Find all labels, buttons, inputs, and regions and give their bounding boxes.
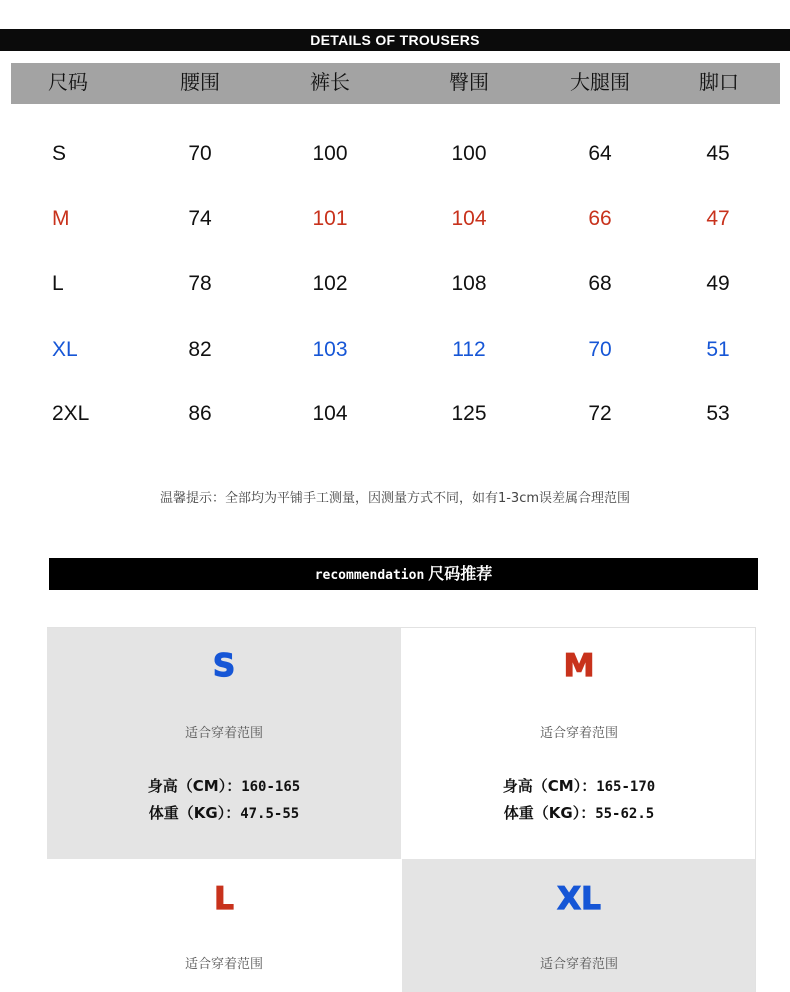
- cell-hem: 49: [706, 272, 730, 295]
- cell-waist: 70: [188, 142, 212, 165]
- size-letter: S: [212, 648, 236, 684]
- fit-range-label: 适合穿着范围: [539, 726, 618, 741]
- weight-label: 体重（KG）：: [503, 804, 596, 822]
- cell-hip: 100: [451, 142, 487, 165]
- table-header-row: [11, 63, 780, 104]
- fit-range-label: 适合穿着范围: [184, 726, 263, 741]
- cell-size: S: [52, 142, 67, 165]
- cell-length: 103: [312, 338, 348, 361]
- card-grid-outline: [47, 627, 756, 992]
- height-label: 身高（CM）：: [502, 777, 597, 795]
- cell-hem: 51: [706, 338, 730, 361]
- cell-size: L: [52, 272, 64, 295]
- recommendation-title-cn: 尺码推荐: [428, 564, 493, 583]
- cell-size: 2XL: [52, 402, 90, 425]
- table-row: [0, 134, 790, 174]
- cell-waist: 78: [188, 272, 212, 295]
- cell-hem: 47: [706, 207, 730, 230]
- cell-thigh: 68: [588, 272, 612, 295]
- recommendation-header-band: [49, 558, 758, 590]
- column-header-hip: 臀围: [449, 72, 489, 94]
- cell-thigh: 66: [588, 207, 612, 230]
- weight-value: 55-62.5: [595, 806, 655, 822]
- column-header-hem: 脚口: [699, 72, 739, 94]
- details-header-band: DETAILS OF TROUSERS: [0, 29, 790, 51]
- cell-waist: 82: [188, 338, 212, 361]
- column-header-thigh: 大腿围: [570, 72, 630, 94]
- cell-length: 100: [312, 142, 348, 165]
- cell-thigh: 64: [588, 142, 612, 165]
- cell-length: 102: [312, 272, 348, 295]
- cell-hip: 125: [451, 402, 487, 425]
- cell-hem: 45: [706, 142, 730, 165]
- height-label: 身高（CM）：: [147, 777, 242, 795]
- cell-waist: 86: [188, 402, 212, 425]
- cell-waist: 74: [188, 207, 212, 230]
- fit-range-label: 适合穿着范围: [539, 957, 618, 972]
- column-header-length: 裤长: [310, 72, 350, 94]
- cell-thigh: 72: [588, 402, 612, 425]
- weight-value: 47.5-55: [240, 806, 300, 822]
- height-value: 165-170: [596, 779, 656, 795]
- table-row: [0, 264, 790, 304]
- cell-length: 104: [312, 402, 348, 425]
- cell-thigh: 70: [588, 338, 612, 361]
- cell-size: M: [52, 207, 70, 230]
- fit-range-label: 适合穿着范围: [184, 957, 263, 972]
- column-header-size: 尺码: [48, 72, 88, 94]
- cell-length: 101: [312, 207, 348, 230]
- measurement-tip: 温馨提示：全部均为平铺手工测量，因测量方式不同，如有1-3cm误差属合理范围: [159, 491, 631, 506]
- height-value: 160-165: [241, 779, 301, 795]
- recommendation-title-en: recommendation: [314, 568, 425, 583]
- cell-hip: 104: [451, 207, 487, 230]
- size-letter: XL: [557, 881, 601, 917]
- weight-label: 体重（KG）：: [148, 804, 241, 822]
- table-row: [0, 394, 790, 434]
- column-header-waist: 腰围: [180, 72, 220, 94]
- cell-hem: 53: [706, 402, 730, 425]
- cell-hip: 108: [451, 272, 487, 295]
- table-row: [0, 330, 790, 370]
- size-letter: M: [563, 648, 595, 684]
- size-letter: L: [214, 881, 234, 917]
- table-row: [0, 199, 790, 239]
- cell-size: XL: [52, 338, 78, 361]
- cell-hip: 112: [452, 338, 486, 361]
